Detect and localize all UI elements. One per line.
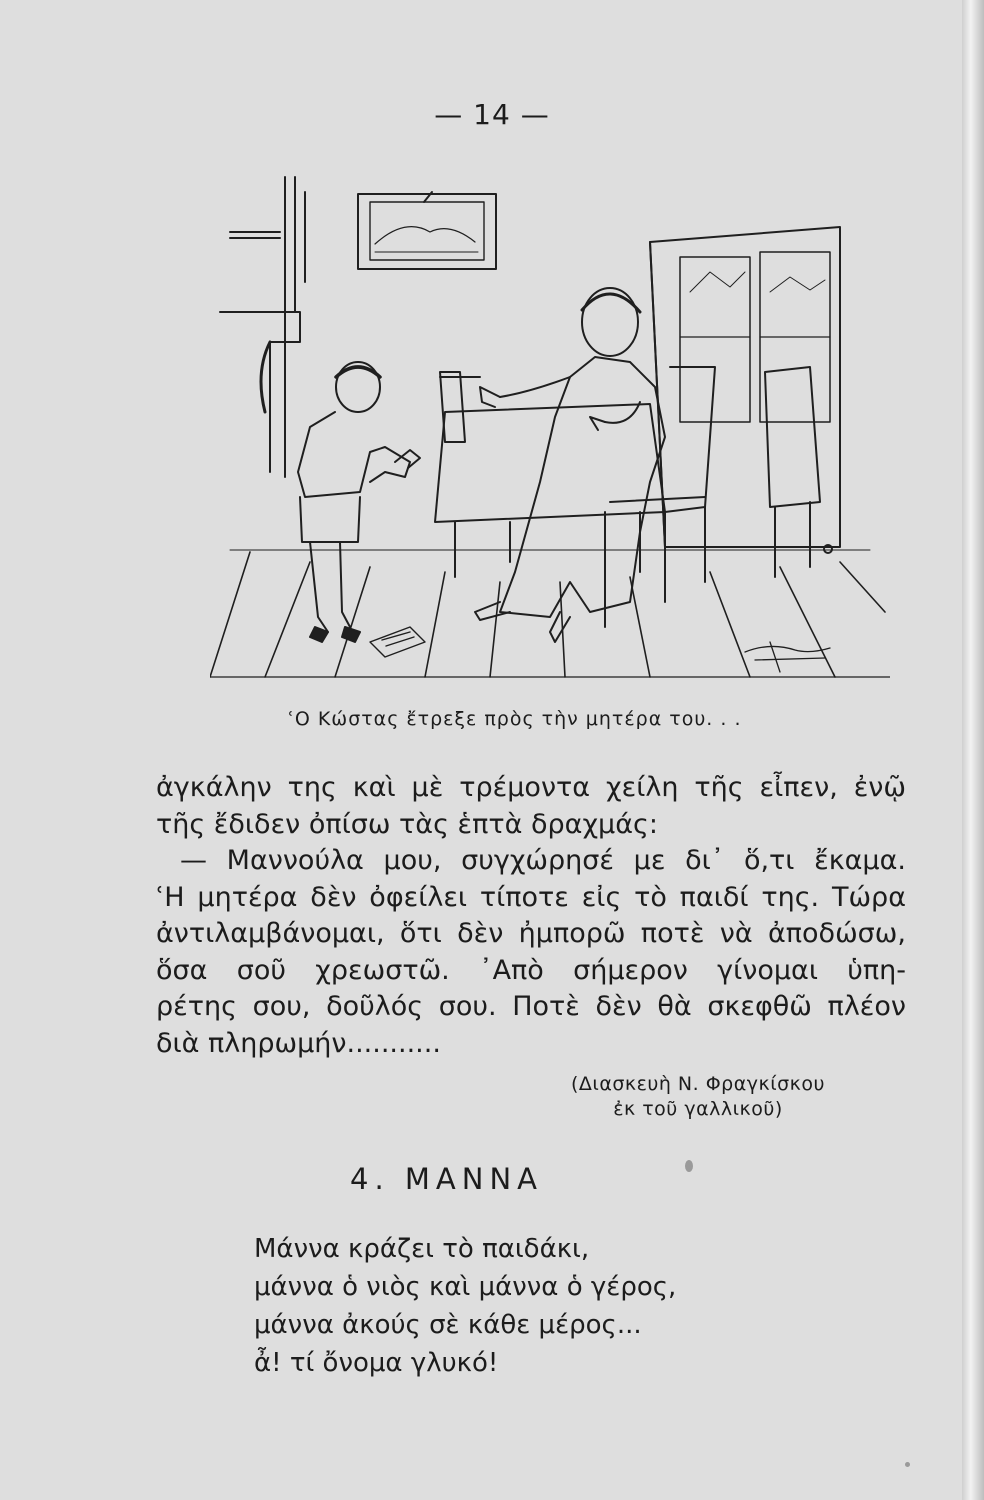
illustration-mother-and-son [210, 172, 890, 692]
poem-text [254, 1230, 774, 1382]
source-line: (Διασκευὴ Ν. Φραγκίσκου [570, 1073, 825, 1095]
story-line: ʿΗ μητέρα δὲν ὀφείλει τίποτε εἰς τὸ παιδί της. Τώρα [156, 881, 906, 913]
story-line: ἀντιλαμβάνομαι, ὅτι δὲν ἠμπορῶ ποτὲ νὰ ἀποδώσω, [156, 918, 906, 949]
story-line: τῆς ἔδιδεν ὀπίσω τὰς ἑπτὰ δραχμάς: [156, 808, 658, 840]
mother-figure [475, 288, 665, 642]
story-text [156, 770, 906, 1062]
illustration-caption: ʿΟ Κώστας ἔτρεξε πρὸς τὴν μητέρα του. . . [288, 708, 742, 730]
poem-line: Μάννα κράζει τὸ παιδάκι, [254, 1234, 590, 1264]
story-line: ὅσα σοῦ χρεωστῶ. ᾿Απὸ σήμερον γίνομαι ὑπη- [156, 954, 906, 986]
floor-note [370, 627, 425, 657]
artist-signature [745, 642, 830, 672]
wall-picture [358, 192, 496, 269]
poem-line: ἆ! τί ὄνομα γλυκό! [254, 1348, 499, 1378]
table [435, 404, 665, 577]
poem-line: μάννα ὁ νιὸς καὶ μάννα ὁ γέρος, [254, 1272, 677, 1302]
story-line: διὰ πληρωμήν........... [156, 1027, 441, 1059]
story-line: ρέτης σου, δοῦλός σου. Ποτὲ δὲν θὰ σκεφθῶ πλέον [156, 991, 906, 1022]
source-line: ἐκ τοῦ γαλλικοῦ) [613, 1098, 783, 1120]
page-number: — 14 — [434, 98, 550, 131]
chair-back [440, 367, 820, 577]
page-edge [962, 0, 984, 1500]
paper-speck [685, 1160, 693, 1172]
story-line: — Μαννούλα μου, συγχώρησέ με δι᾽ ὅ,τι ἔκαμα. [180, 845, 906, 876]
poem-line: μάννα ἀκούς σὲ κάθε μέρος... [254, 1310, 642, 1340]
paper-speck [905, 1462, 910, 1467]
source-attribution [528, 1072, 868, 1122]
wall-doorframe [220, 177, 305, 477]
poem-title: 4. ΜΑΝΝΑ [350, 1162, 543, 1196]
story-line: ἀγκάλην της καὶ μὲ τρέμοντα χείλη τῆς εἶπεν, ἐνῷ [156, 772, 906, 803]
